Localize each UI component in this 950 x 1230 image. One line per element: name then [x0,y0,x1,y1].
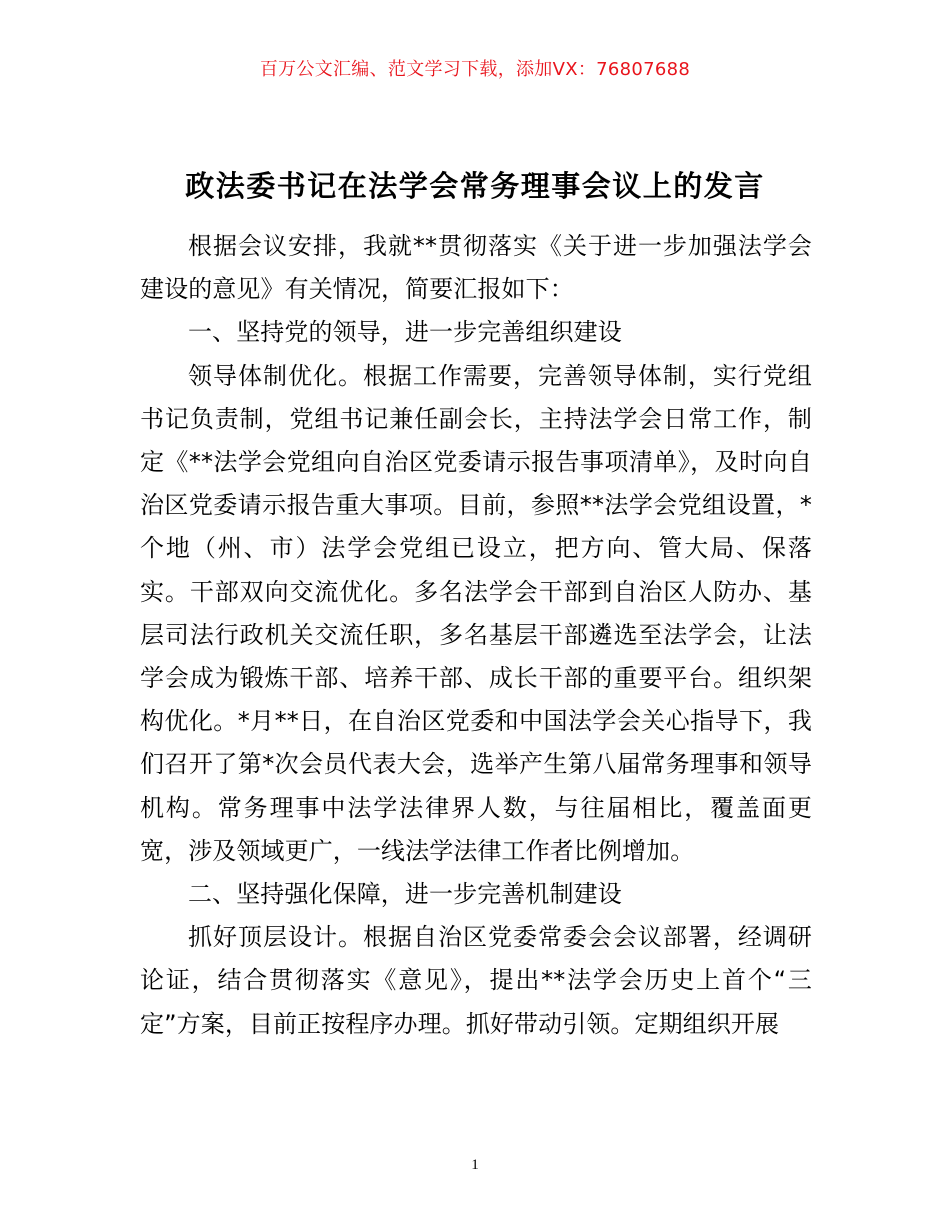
document-body [140,225,812,1046]
paragraph-section-2: 抓好顶层设计。根据自治区党委常委会会议部署，经调研论证，结合贯彻落实《意见》，提出**法学会历史上首个“三定”方案，目前正按程序办理。抓好带动引领。定期组织开展 [140,923,812,1038]
section-heading-1: 一、坚持党的领导，进一步完善组织建设 [188,318,622,347]
page-number: 1 [471,1157,479,1173]
header-watermark: 百万公文汇编、范文学习下载，添加VX：76807688 [259,59,691,80]
document-title: 政法委书记在法学会常务理事会议上的发言 [185,169,765,203]
section-heading-2: 二、坚持强化保障，进一步完善机制建设 [188,880,622,909]
paragraph-section-1: 领导体制优化。根据工作需要，完善领导体制，实行党组书记负责制，党组书记兼任副会长，主持法学会日常工作，制定《**法学会党组向自治区党委请示报告事项清单》，及时向自治区党委请示报告重大事项。目前，参照**法学会党组设置，*个地（州、市）法学会党组已设立，把方向、管大局、保落实。干部双向交流优化。多名法学会干部到自治区人防办、基层司法行政机关交流任职，多名基层干部遴选至法学会，让法学会成为锻炼干部、培养干部、成长干部的重要平台。组织架构优化。*月**日，在自治区党委和中国法学会关心指导下，我们召开了第*次会员代表大会，选举产生第八届常务理事和领导机构。常务理事中法学法律界人数，与往届相比，覆盖面更宽，涉及领域更广，一线法学法律工作者比例增加。 [140,361,812,865]
paragraph-intro: 根据会议安排，我就**贯彻落实《关于进一步加强法学会建设的意见》有关情况，简要汇报如下： [140,232,812,304]
